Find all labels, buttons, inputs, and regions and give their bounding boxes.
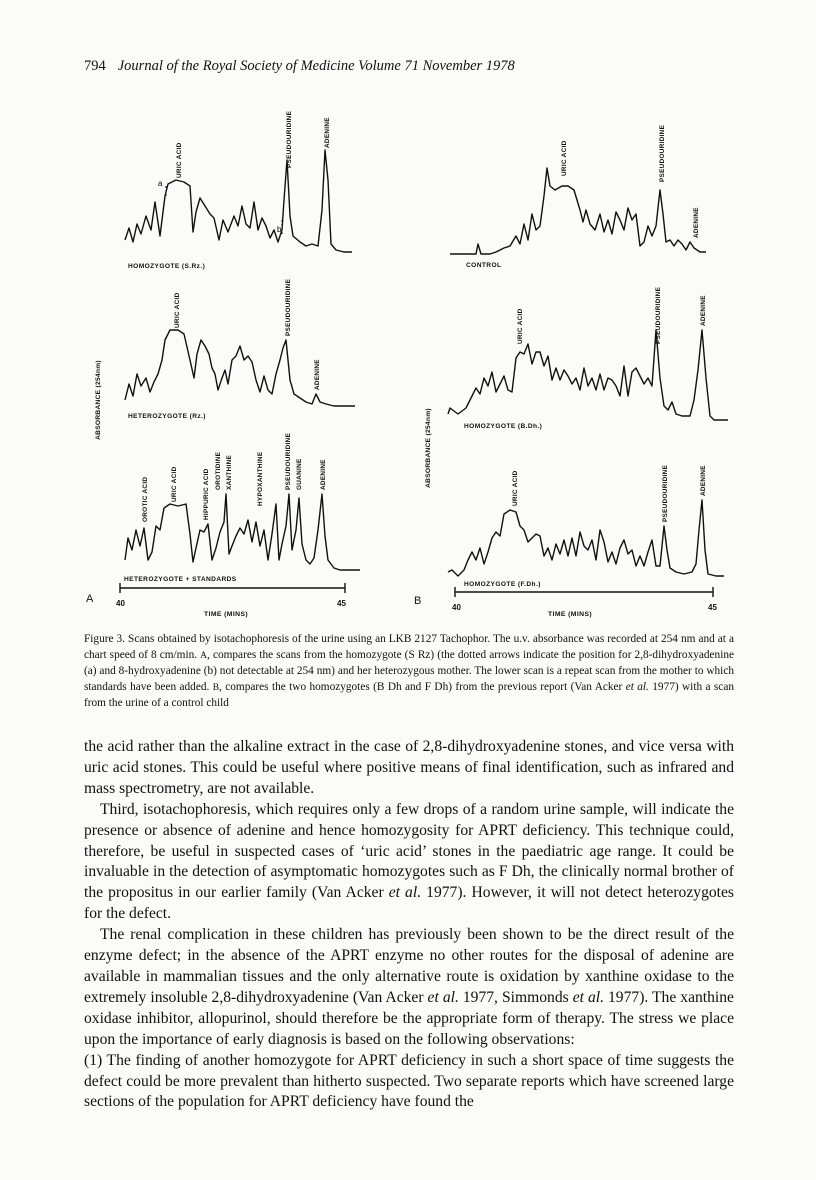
caption-text: , compares the two homozygotes (B Dh and F Dh) from the previous report (Van Acker — [219, 680, 626, 693]
scan-label-homozygote-fdh: HOMOZYGOTE (F.Dh.) — [464, 581, 541, 588]
panel-letter-b: B — [414, 595, 422, 607]
peak-label-hippuric-acid: HIPPURIC ACID — [203, 468, 210, 520]
time-axis-end-b: 45 — [708, 603, 717, 612]
paragraph-4: (1) The finding of another homozygote for APRT deficiency in such a short space of time suggests the defect could be more prevalent than hitherto suspected. Two separate reports which have screened large sections of the population for APRT deficiency have found the — [84, 1051, 734, 1111]
paragraph-text: 1977). The xanthine oxidase inhibitor, allopurinol, should therefore be the appropriate form of therapy. The stress we place upon the importance of early diagnosis is based on the following observations: — [84, 988, 734, 1048]
peak-label-pseudouridine: PSEUDOURIDINE — [286, 110, 293, 168]
x-axis-label-panel-a: TIME (MINS) — [204, 611, 249, 618]
peak-label-pseudouridine: PSEUDOURIDINE — [285, 278, 292, 336]
et-al: et al. — [572, 988, 604, 1006]
peak-label-uric-acid: URIC ACID — [174, 292, 181, 328]
peak-label-pseudouridine: PSEUDOURIDINE — [662, 464, 669, 522]
panel-letter-a: A — [86, 593, 94, 605]
caption-et-al: et al. — [625, 680, 649, 693]
peak-label-pseudouridine: PSEUDOURIDINE — [655, 286, 662, 344]
peak-label-xanthine: XANTHINE — [226, 454, 233, 490]
peak-label-pseudouridine: PSEUDOURIDINE — [659, 124, 666, 182]
scan-label-heterozygote-standards: HETEROZYGOTE + STANDARDS — [124, 576, 237, 583]
time-axis-start-a: 40 — [116, 599, 125, 608]
scan-trace-heterozygote-standards — [125, 494, 360, 570]
caption-mark-a: A — [200, 650, 208, 661]
paragraph-text: The renal complication in these children has previously been shown to be the direct result of the enzyme defect; in the absence of the APRT enzyme no other routes for the disposal of adenine are available in mammalian tissues and the only alternative route is oxidation by xanthine oxidase to the extremely insoluble 2,8-dihydroxyadenine (Van Acker — [84, 926, 734, 1006]
scan-trace-homozygote-fdh — [448, 500, 724, 576]
figure-3 — [0, 90, 816, 630]
caption-mark-b: B — [212, 682, 220, 693]
peak-label-guanine: GUANINE — [296, 458, 303, 490]
peak-label-adenine: ADENINE — [700, 465, 707, 496]
caption-text: 1977) with a scan from the urine of a control child — [84, 680, 734, 709]
scan-label-heterozygote-rz: HETEROZYGOTE (Rz.) — [128, 413, 206, 420]
scan-trace-control — [450, 168, 706, 254]
paragraph-text: 1977). However, it will not detect heterozygotes for the defect. — [84, 884, 734, 923]
dotted-arrows — [166, 186, 282, 236]
arrow-label-a: a — [158, 179, 163, 188]
scan-trace-homozygote-srz — [125, 150, 352, 252]
caption-text: Scans obtained by isotachophoresis of the urine using an LKB 2127 Tachophor. The u.v. absorbance was recorded at 254 nm and at a chart speed of 8 cm/min. — [84, 633, 734, 661]
peak-label-uric-acid: URIC ACID — [176, 142, 183, 178]
peak-label-uric-acid: URIC ACID — [171, 466, 178, 502]
paragraph-3 — [84, 925, 734, 1050]
paragraph-text: Third, isotachophoresis, which requires only a few drops of a random urine sample, will indicate the presence or absence of adenine and hence homozygosity for APRT deficiency. This technique could, therefore, be useful in suspected cases of ‘uric acid’ stones in the paediatric age range. It could be invaluable in the detection of asymptomatic homozygotes such as F Dh, the clinically normal brother of the propositus in our earlier family (Van Acker — [84, 800, 734, 902]
caption-text: , compares the scans from the homozygote (S Rz) (the dotted arrows indicate the position for 2,8-dihydroxyadenine (a) and 8-hydroxyadenine (b) not detectable at 254 nm) and her heterozygous mother. The lower scan is a repeat scan from the mother to which standards have been added. — [84, 648, 734, 693]
peak-label-adenine: ADENINE — [324, 117, 331, 148]
et-al: et al. — [427, 988, 459, 1006]
time-axis-panel-b — [455, 587, 713, 597]
body-text — [84, 737, 734, 1113]
peak-label-adenine: ADENINE — [700, 295, 707, 326]
y-axis-label-panel-a: ABSORBANCE (254nm) — [95, 360, 102, 440]
peak-label-adenine: ADENINE — [320, 459, 327, 490]
figure-caption — [84, 632, 734, 712]
time-axis-panel-a — [120, 583, 345, 593]
running-header — [84, 58, 515, 75]
arrow-label-b: b — [277, 225, 282, 234]
paragraph-text: 1977, Simmonds — [458, 988, 573, 1006]
paragraph-1: the acid rather than the alkaline extract in the case of 2,8-dihydroxyadenine stones, and vice versa with uric acid stones. This could be useful where positive means of final identification, such as infrared and mass spectrometry, are not available. — [84, 738, 734, 797]
peak-label-uric-acid: URIC ACID — [512, 470, 519, 506]
time-axis-end-a: 45 — [337, 599, 346, 608]
scan-label-homozygote-srz: HOMOZYGOTE (S.Rz.) — [128, 263, 206, 270]
peak-label-adenine: ADENINE — [314, 359, 321, 390]
peak-label-uric-acid: URIC ACID — [517, 308, 524, 344]
page-number: 794 — [84, 58, 106, 74]
caption-figure-label: Figure 3. — [84, 633, 126, 645]
journal-title: Journal of the Royal Society of Medicine Volume 71 November 1978 — [117, 58, 515, 74]
x-axis-label-panel-b: TIME (MINS) — [548, 611, 593, 618]
scan-trace-homozygote-bdh — [448, 330, 728, 420]
peak-label-uric-acid: URIC ACID — [561, 140, 568, 176]
peak-label-pseudouridine: PSEUDOURIDINE — [285, 432, 292, 490]
y-axis-label-panel-b: ABSORBANCE (254nm) — [425, 408, 432, 488]
et-al: et al. — [388, 884, 422, 902]
time-axis-start-b: 40 — [452, 603, 461, 612]
peak-label-hypoxanthine: HYPOXANTHINE — [257, 451, 264, 506]
paragraph-2 — [84, 800, 734, 925]
isotachophoresis-scans — [0, 90, 816, 630]
scan-label-homozygote-bdh: HOMOZYGOTE (B.Dh.) — [464, 423, 543, 430]
peak-label-adenine: ADENINE — [693, 207, 700, 238]
peak-label-orotidine: OROTIDINE — [215, 451, 222, 490]
scan-label-control: CONTROL — [466, 262, 502, 269]
peak-label-orotic-acid: OROTIC ACID — [142, 476, 149, 522]
